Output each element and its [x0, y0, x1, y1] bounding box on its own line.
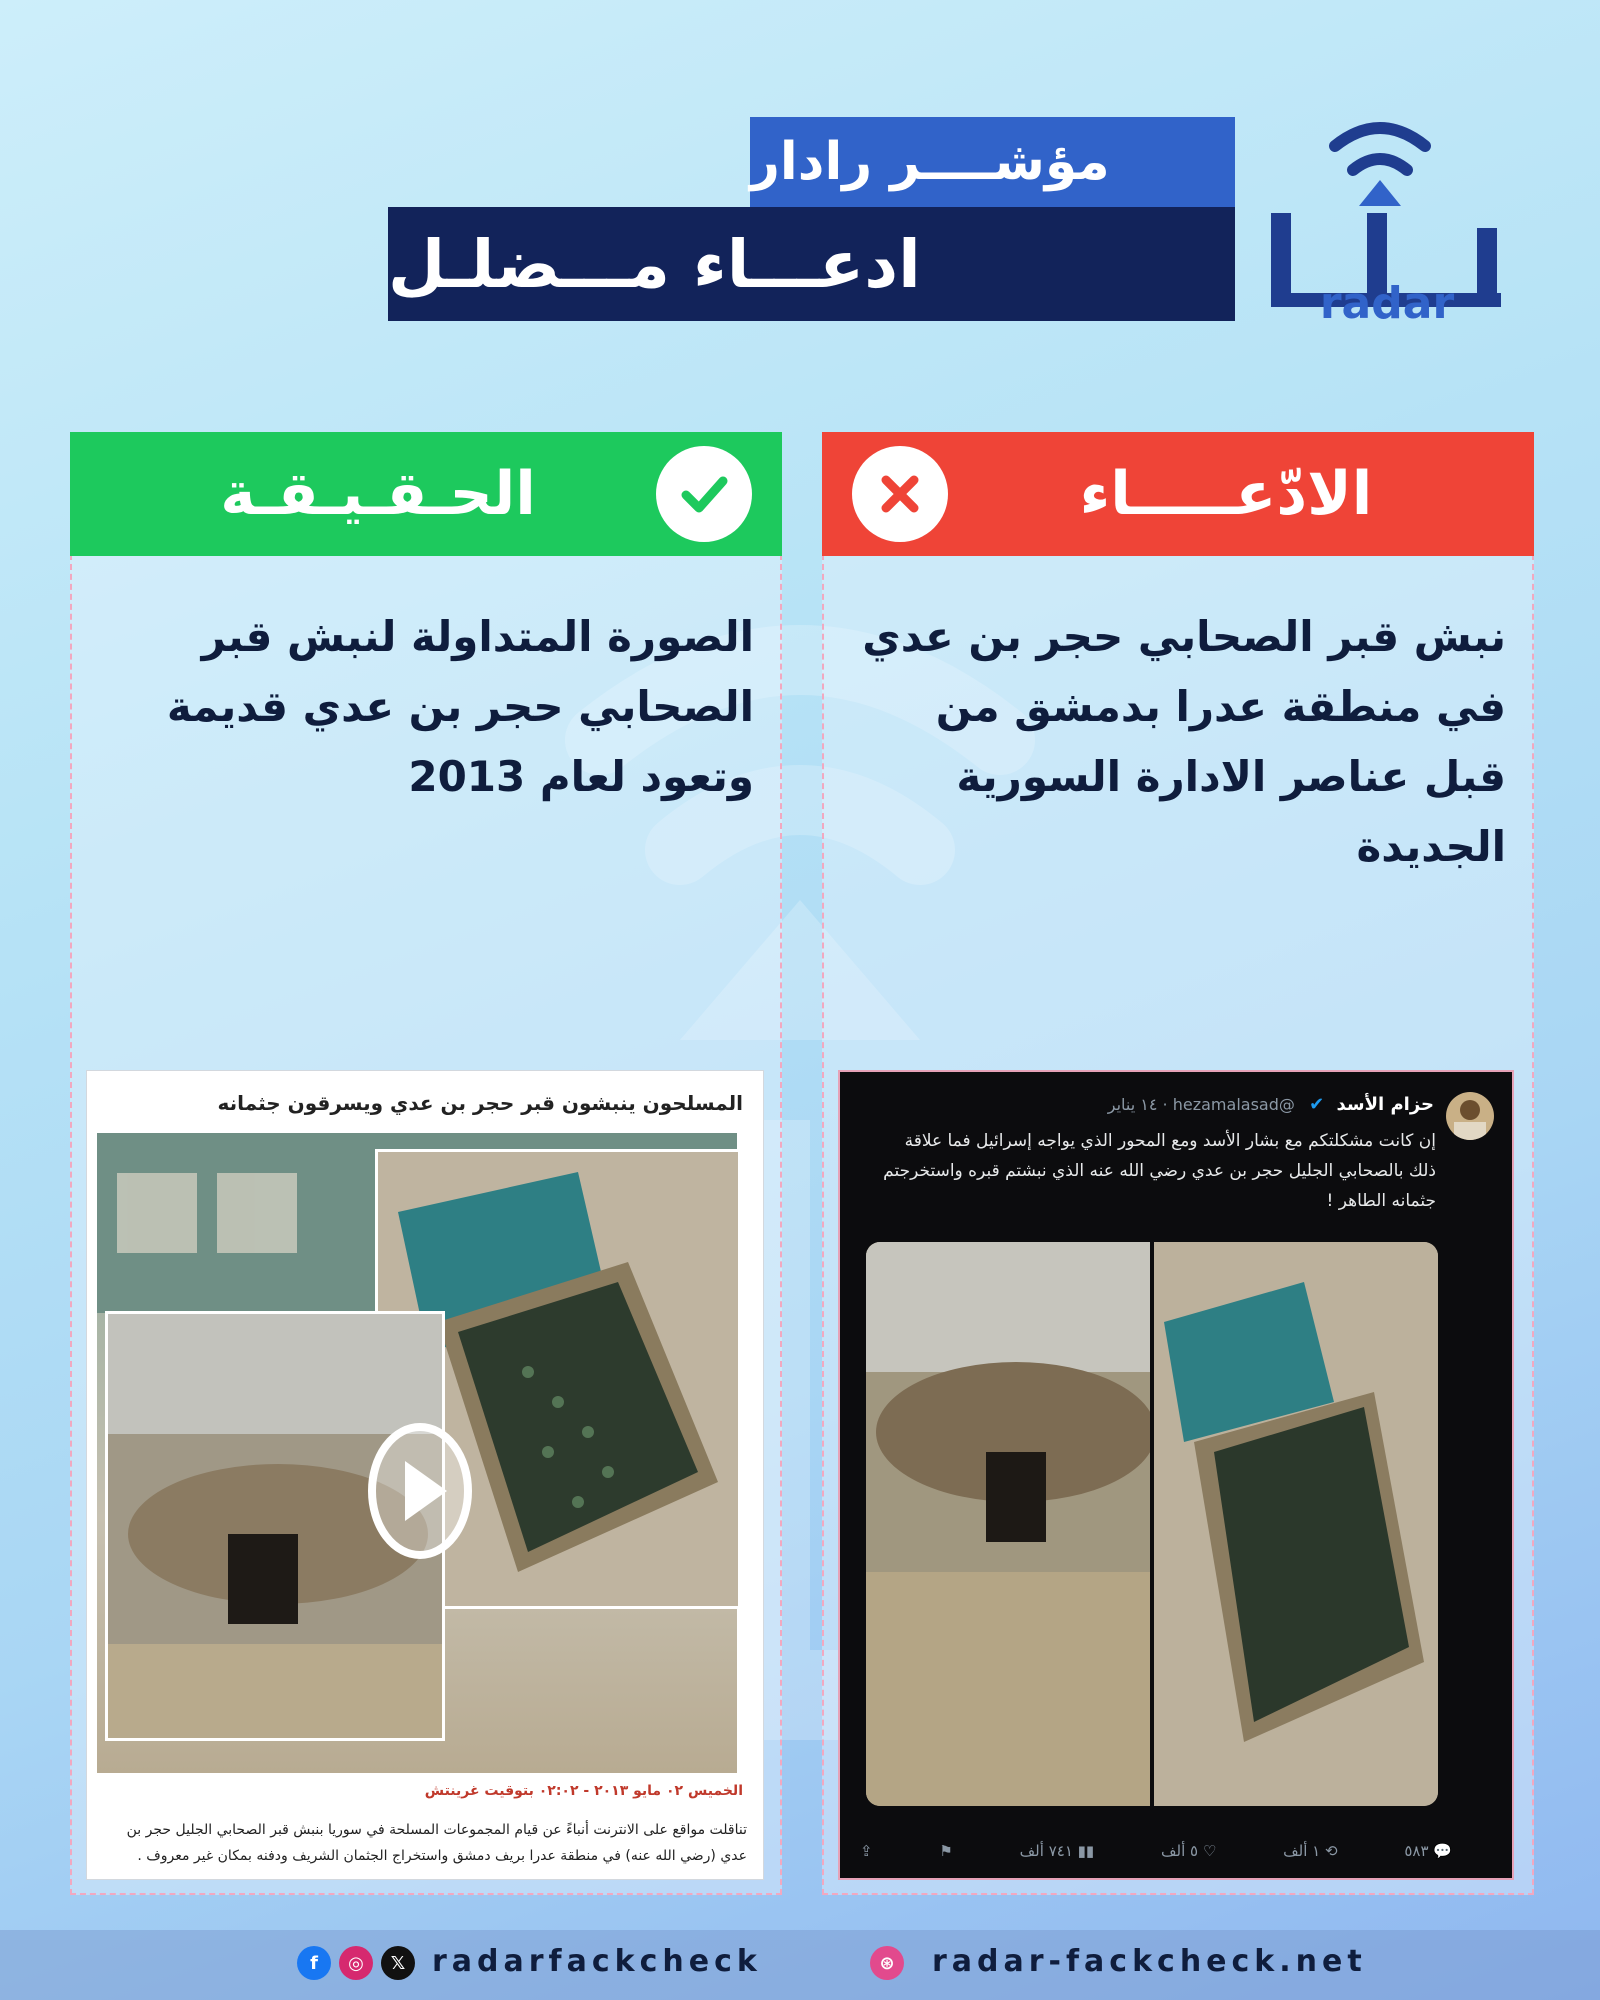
tweet-handle: @hezamalasad · ١٤ يناير — [1107, 1095, 1295, 1114]
claim-heading: الادّعـــــاء — [1079, 459, 1373, 529]
tweet-text: إن كانت مشكلتكم مع بشار الأسد ومع المحور الذي يواجه إسرائيل فما علاقة ذلك بالصحابي الجليل حجر بن عدي رضي الله عنه الذي نبشتم قبره واستخرجتم جثمانه الطاهر ! — [883, 1131, 1436, 1211]
view-count[interactable]: ▮▮ ٧٤١ ألف — [1019, 1842, 1095, 1860]
header-subtitle: مؤشــــر رادار — [750, 117, 1235, 207]
retweet-count[interactable]: ⟲ ١ ألف — [1283, 1842, 1338, 1860]
logo-latin-text: radar — [1319, 278, 1455, 323]
news-article-screenshot — [86, 1070, 764, 1880]
header-title: ادعـــاء مـــضلـل — [388, 207, 1235, 321]
x-icon — [872, 466, 928, 522]
website-link[interactable]: radar-fackcheck.net — [932, 1944, 1367, 1979]
like-count[interactable]: ♡ ٥ ألف — [1160, 1842, 1217, 1860]
reply-count[interactable]: 💬 ٥٨٣ — [1404, 1842, 1452, 1860]
bookmark-icon[interactable]: ⚑ — [939, 1842, 953, 1860]
instagram-icon[interactable]: ◎ — [339, 1946, 373, 1980]
truth-header — [70, 432, 782, 556]
tweet-author — [1108, 1094, 1434, 1115]
news-date: الخميس ٠٢ مايو ٢٠١٣ - ٠٢:٠٢ بتوقيت غرينتش — [424, 1783, 743, 1799]
claim-header — [822, 432, 1534, 556]
truth-text: الصورة المتداولة لنبش قبر الصحابي حجر بن عدي قديمة وتعود لعام 2013 — [166, 612, 754, 801]
tweet-stats — [860, 1842, 1452, 1860]
x-twitter-icon[interactable]: 𝕏 — [381, 1946, 415, 1980]
truth-heading: الحـقـيـقـة — [220, 459, 536, 529]
tweet-screenshot — [838, 1070, 1514, 1880]
x-badge — [852, 446, 948, 542]
social-icons — [297, 1946, 415, 1980]
check-badge — [656, 446, 752, 542]
share-icon[interactable]: ⇪ — [860, 1842, 873, 1860]
tweet-avatar — [1446, 1092, 1494, 1140]
check-icon — [676, 466, 732, 522]
news-body: تناقلت مواقع على الانترنت أنباءً عن قيام المجموعات المسلحة في سوريا بنبش قبر الصحابي الجليل حجر بن عدي (رضي الله عنه) في منطقة عدرا بريف دمشق واستخراج الجثمان الشريف ودفنه بمكان غير معروف . — [126, 1822, 747, 1864]
verified-badge-icon: ✔ — [1309, 1094, 1325, 1115]
tweet-author-name: حزام الأسد — [1336, 1094, 1434, 1115]
dribbble-globe-icon: ⊛ — [870, 1946, 904, 1980]
radar-logo — [1255, 108, 1505, 323]
social-handle[interactable]: radarfackcheck — [432, 1944, 762, 1979]
play-video-button[interactable] — [365, 1421, 475, 1561]
tweet-image-coffin — [1154, 1242, 1438, 1806]
news-title: المسلحون ينبشون قبر حجر بن عدي ويسرقون جثمانه — [217, 1091, 743, 1115]
tweet-image-grave — [866, 1242, 1150, 1806]
claim-text: نبش قبر الصحابي حجر بن عدي في منطقة عدرا بدمشق من قبل عناصر الادارة السورية الجديدة — [862, 612, 1506, 871]
facebook-icon[interactable]: f — [297, 1946, 331, 1980]
